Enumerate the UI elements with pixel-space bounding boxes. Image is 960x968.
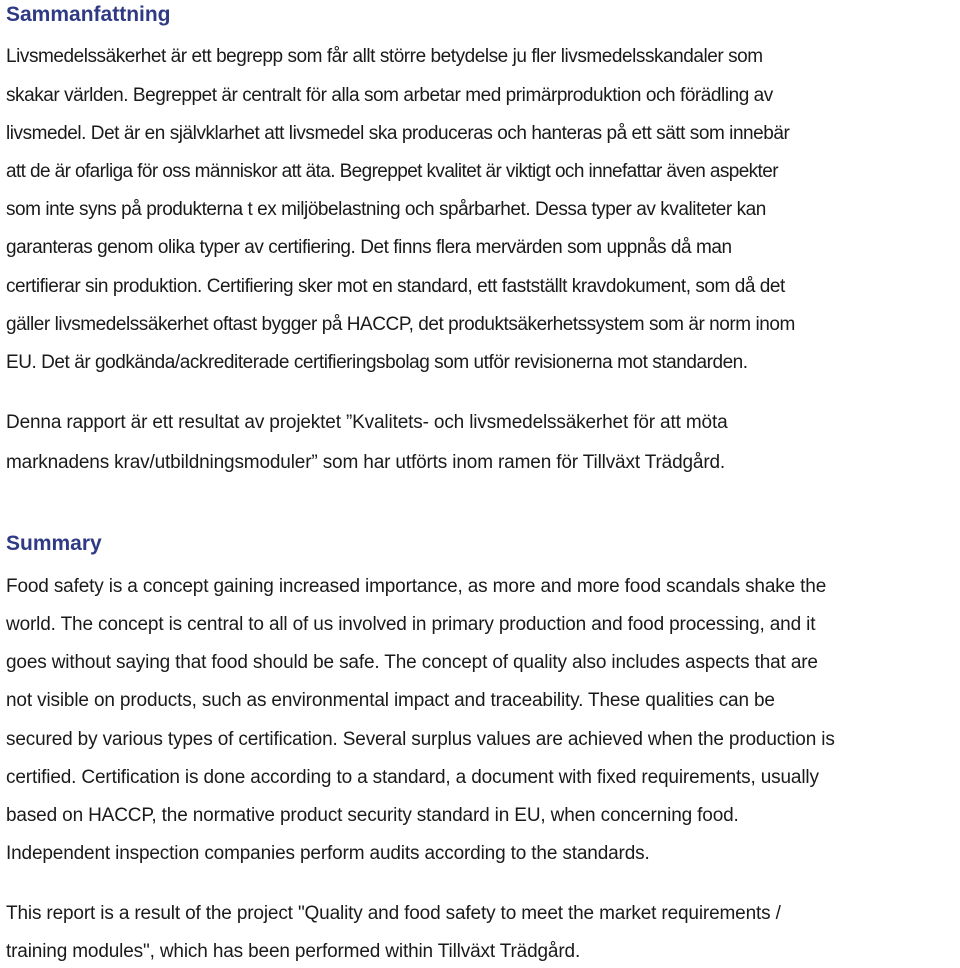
heading-sammanfattning: Sammanfattning — [6, 3, 171, 26]
sv-para1-line-9: EU. Det är godkända/ackrediterade certifieringsbolag som utför revisionerna mot standarden. — [6, 352, 748, 373]
heading-summary: Summary — [6, 532, 102, 555]
sv-para1-line-8: gäller livsmedelssäkerhet oftast bygger på HACCP, det produktsäkerhetssystem som är norm inom — [6, 314, 795, 335]
en-para1-line-5: secured by various types of certification. Several surplus values are achieved when the production is — [6, 729, 835, 750]
en-para1-line-3: goes without saying that food should be safe. The concept of quality also includes aspects that are — [6, 652, 818, 673]
sv-para2-line-1: Denna rapport är ett resultat av projektet ”Kvalitets- och livsmedelssäkerhet för att möta — [6, 412, 728, 433]
sv-para1-line-5: som inte syns på produkterna t ex miljöbelastning och spårbarhet. Dessa typer av kvaliteter kan — [6, 199, 766, 220]
en-para1-line-1: Food safety is a concept gaining increased importance, as more and more food scandals shake the — [6, 576, 827, 597]
sv-para1-line-3: livsmedel. Det är en självklarhet att livsmedel ska produceras och hanteras på ett sätt som innebär — [6, 123, 790, 144]
sv-para1-line-6: garanteras genom olika typer av certifiering. Det finns flera mervärden som uppnås då man — [6, 237, 732, 258]
sv-para1-line-1: Livsmedelssäkerhet är ett begrepp som får allt större betydelse ju fler livsmedelsskandaler som — [6, 46, 763, 67]
en-para1-line-2: world. The concept is central to all of us involved in primary production and food processing, and it — [6, 614, 816, 635]
en-para1-line-6: certified. Certification is done according to a standard, a document with fixed requirements, usually — [6, 767, 819, 788]
sv-para1-line-2: skakar världen. Begreppet är centralt för alla som arbetar med primärproduktion och förädling av — [6, 85, 773, 106]
sv-para2-line-2: marknadens krav/utbildningsmoduler” som har utförts inom ramen för Tillväxt Trädgård. — [6, 452, 726, 473]
en-para1-line-7: based on HACCP, the normative product security standard in EU, when concerning food. — [6, 805, 739, 826]
en-para2-line-1: This report is a result of the project "Quality and food safety to meet the market requirements / — [6, 903, 781, 924]
en-para2-line-2: training modules", which has been performed within Tillväxt Trädgård. — [6, 941, 581, 962]
en-para1-line-4: not visible on products, such as environmental impact and traceability. These qualities can be — [6, 690, 775, 711]
en-para1-line-8: Independent inspection companies perform audits according to the standards. — [6, 843, 650, 864]
sv-para1-line-7: certifierar sin produktion. Certifiering sker mot en standard, ett fastställt kravdokument, som då det — [6, 276, 785, 297]
sv-para1-line-4: att de är ofarliga för oss människor att äta. Begreppet kvalitet är viktigt och innefattar även aspekter — [6, 161, 778, 182]
